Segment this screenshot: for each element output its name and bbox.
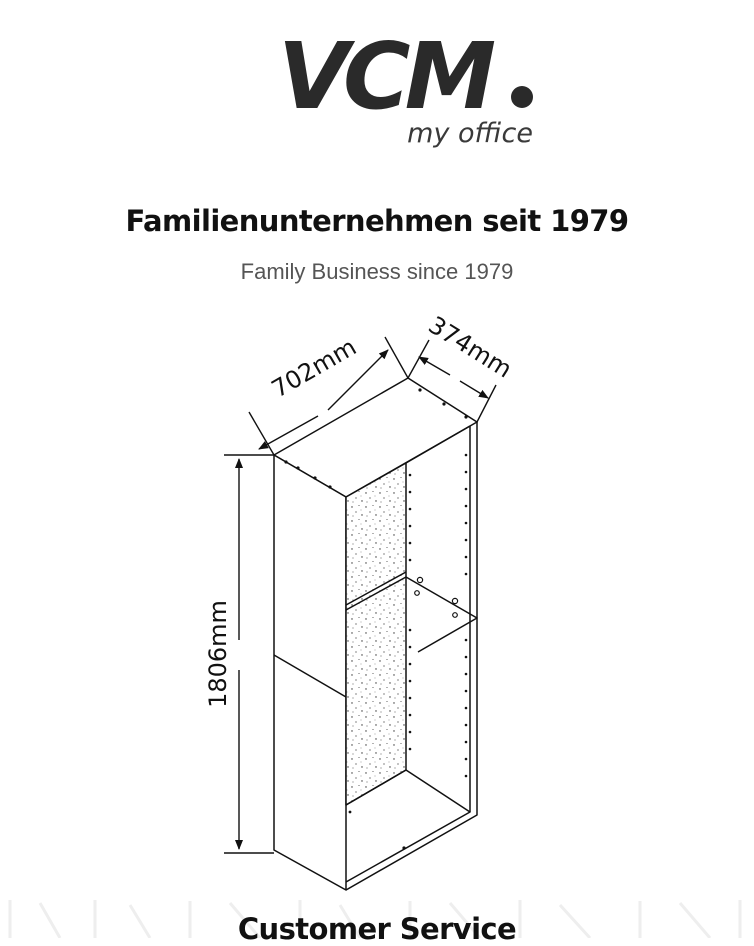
customer-service-heading: Customer Service [237,912,517,946]
logo-tagline: my office [407,118,533,149]
cabinet-technical-drawing [0,300,754,900]
shelf-pin-holes [415,577,458,617]
page-subheadline: Family Business since 1979 [240,259,514,284]
cabinet-back-panel [346,463,406,805]
height-label: 1806mm [204,600,232,708]
vcm-logo [0,0,754,160]
page-headline: Familienunternehmen seit 1979 [125,204,629,238]
logo-dot [511,86,533,108]
logo-wordmark: VCM [277,23,491,130]
cabinet-side-panel [274,455,346,890]
depth-label: 374mm [423,310,517,384]
width-label: 702mm [266,332,362,404]
